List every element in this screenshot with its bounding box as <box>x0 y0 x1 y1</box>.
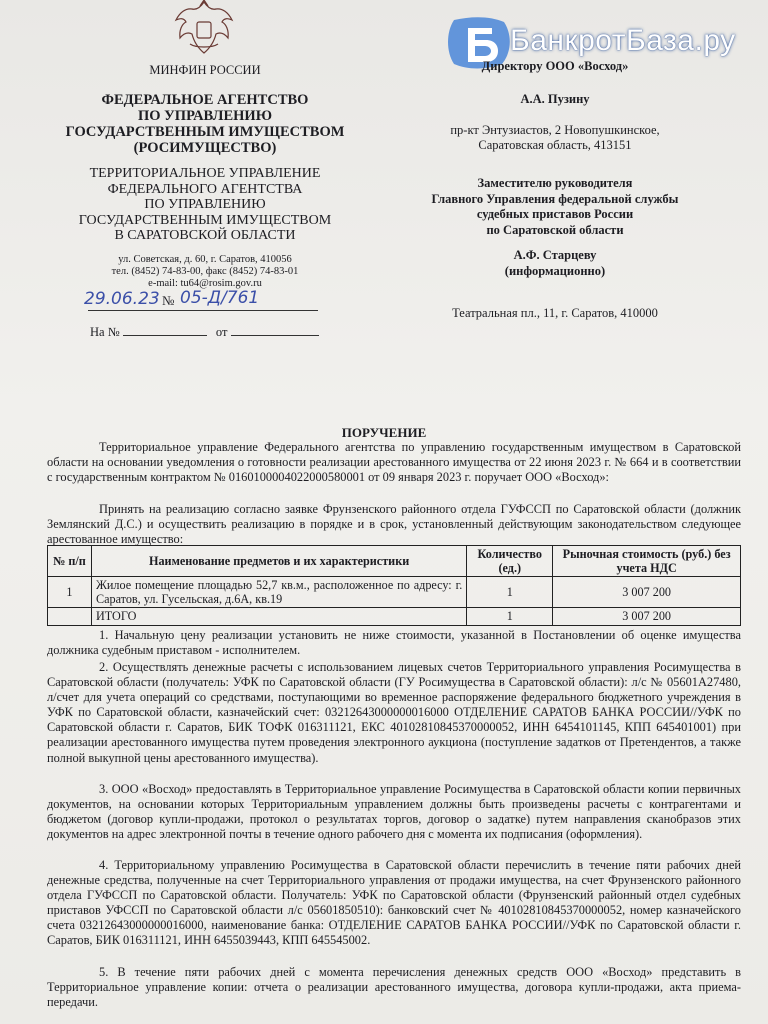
agency-line: ФЕДЕРАЛЬНОЕ АГЕНТСТВО <box>101 92 309 108</box>
recipient2-address: Театральная пл., 11, г. Саратов, 410000 <box>452 306 658 320</box>
recipient1-address-line: пр-кт Энтузиастов, 2 Новопушкинское, <box>450 123 660 137</box>
watermark-text: БанкротБаза.ру <box>510 24 736 57</box>
clause-1: 1. Начальную цену реализации установить не ниже стоимости, указанной в Постановлении об оценке имущества должника судебным приставом - исполнителем. <box>47 628 741 658</box>
territorial-line: ТЕРРИТОРИАЛЬНОЕ УПРАВЛЕНИЕ <box>89 166 321 181</box>
row-number: 1 <box>48 577 92 608</box>
recipient2-line: судебных приставов России <box>476 207 634 221</box>
territorial-line: ПО УПРАВЛЕНИЮ <box>144 197 266 212</box>
transfer-paragraph: Принять на реализацию согласно заявке Фрунзенского районного отдела ГУФССП по Саратовской области (должник Землянский Д.С.) и осуществить реализацию в порядке и в срок, установленный действующим законодательством следующее арестованное имущество: <box>47 502 741 547</box>
ref-date-blank <box>231 335 319 336</box>
row-quantity: 1 <box>467 577 553 608</box>
handwritten-number: 05-Д/761 <box>180 288 260 308</box>
total-empty-cell <box>48 608 92 626</box>
recipient1-title: Директору ООО «Восход» <box>481 59 629 73</box>
number-sign: № <box>162 293 175 308</box>
sender-phone: тел. (8452) 74-83-00, факс (8452) 74-83-01 <box>111 266 299 277</box>
recipient1-address <box>405 123 705 153</box>
intro-paragraph: Территориальное управление Федерального агентства по управлению государственным имуществом в Саратовской области на основании уведомления о готовности реализации арестованного имущества от 22 июня 2023 г. № 664 и в соответствии с государственным контрактом № 0160100004022000580001 от 09 января 2023 г. поручает ООО «Восход»: <box>47 440 741 485</box>
recipient2-line: по Саратовской области <box>486 222 624 237</box>
recipient1-name: А.А. Пузину <box>520 92 590 106</box>
sender-email: e-mail: tu64@rosim.gov.ru <box>148 278 262 289</box>
recipient2-name: А.Ф. Старцеву <box>513 248 597 262</box>
table-row <box>48 577 741 608</box>
recipient2-line: Заместителю руководителя <box>477 176 633 190</box>
sender-address: ул. Советская, д. 60, г. Саратов, 410056 <box>118 254 292 265</box>
table-header-cell: Наименование предметов и их характеристики <box>91 546 466 577</box>
total-label: ИТОГО <box>91 608 466 626</box>
ref-from-label: от <box>215 325 228 339</box>
row-price: 3 007 200 <box>553 577 741 608</box>
outgoing-number-line <box>88 310 318 311</box>
recipient2-title <box>390 176 720 238</box>
document-title: ПОРУЧЕНИЕ <box>341 425 427 440</box>
territorial-line: В САРАТОВСКОЙ ОБЛАСТИ <box>114 228 296 243</box>
total-price: 3 007 200 <box>553 608 741 626</box>
sender-contacts <box>60 254 350 290</box>
agency-name <box>60 92 350 156</box>
recipient2-note: (информационно) <box>504 264 606 278</box>
territorial-line: ФЕДЕРАЛЬНОГО АГЕНТСТВА <box>107 181 303 197</box>
territorial-office-name <box>60 166 350 244</box>
coat-of-arms-emblem <box>170 0 238 55</box>
table-header-cell: Рыночная стоимость (руб.) без учета НДС <box>553 546 741 577</box>
ministry-label: МИНФИН РОССИИ <box>149 63 261 77</box>
agency-line: (РОСИМУЩЕСТВО) <box>133 140 277 156</box>
ref-label: На № <box>90 325 120 339</box>
recipient2-line: Главного Управления федеральной службы <box>431 191 679 206</box>
clause-5: 5. В течение пяти рабочих дней с момента перечисления денежных средств ООО «Восход» представить в Территориальное управление копии: отчета о реализации арестованного имущества, договора купли-продажи, акта приема-передачи. <box>47 965 741 1010</box>
ref-number-blank <box>123 335 207 336</box>
recipient2-name-block <box>430 247 680 279</box>
clause-4: 4. Территориальному управлению Росимущества в Саратовской области перечислить в течение пяти рабочих дней денежные средства, полученные на счет Территориального управления от продажи имущества, на счет Фрунзенского районного отдела ГУФССП по Саратовской области. Получатель: УФК по Саратовской области (Фрунзенский районный отдел судебных приставов УФССП по Саратовской области л/с 05601850510): банковский счет № 40102810845370000052, номер казначейского счета 03212643000000016000, наименование банка: ОТДЕЛЕНИЕ САРАТОВ БАНКА РОССИИ//УФК по Саратовской области г. Саратов, БИК 016311121, ИНН 6455039443, КПП 645545002. <box>47 858 741 948</box>
clause-3: 3. ООО «Восход» предоставлять в Территориальное управление Росимущества в Саратовской области копии первичных документов, на основании которых Территориальным управлением должны быть произведены расчеты с контрагентами и бюджетом (договор купли-продажи, протокол о результатах торгов, договор о задатке) путем направления сканобразов этих документов на адрес электронной почты в течение одного рабочего дня с момента их подписания (оформления). <box>47 782 741 842</box>
table-total-row <box>48 608 741 626</box>
reference-number <box>90 325 319 340</box>
total-quantity: 1 <box>467 608 553 626</box>
table-header-row <box>48 546 741 577</box>
property-table <box>47 545 741 626</box>
territorial-line: ГОСУДАРСТВЕННЫМ ИМУЩЕСТВОМ <box>78 212 332 228</box>
row-item-name: Жилое помещение площадью 52,7 кв.м., расположенное по адресу: г. Саратов, ул. Гусельская, д.6А, кв.19 <box>91 577 466 608</box>
handwritten-date: 29.06.23 <box>84 289 160 309</box>
table-header-cell: Количество (ед.) <box>467 546 553 577</box>
recipient1-address-line: Саратовская область, 413151 <box>478 138 632 152</box>
clause-2: 2. Осуществлять денежные расчеты с использованием лицевых счетов Территориального управления Росимущества в Саратовской области (получатель: УФК по Саратовской области (ГУ Росимущества в Саратовской области): л/с № 05601А27480, л/счет для учета операций со средствами, поступающими во временное распоряжение федерального бюджетного учреждения в УФК по Саратовской области, казначейский счет: 03212643000000016000 ОТДЕЛЕНИЕ САРАТОВ БАНКА РОССИИ//УФК по Саратовской области г. Саратов, БИК ТОФК 016311121, ЕКС 40102810845370000052, ИНН 6454101145, КПП 645401001) при реализации арестованного имущества путем проведения электронного аукциона (поступление задатков от Претендентов, а также полной выкупной цены арестованного имущества). <box>47 660 741 765</box>
agency-line: ГОСУДАРСТВЕННЫМ ИМУЩЕСТВОМ <box>65 124 345 140</box>
table-header-cell: № п/п <box>48 546 92 577</box>
agency-line: ПО УПРАВЛЕНИЮ <box>137 108 273 124</box>
